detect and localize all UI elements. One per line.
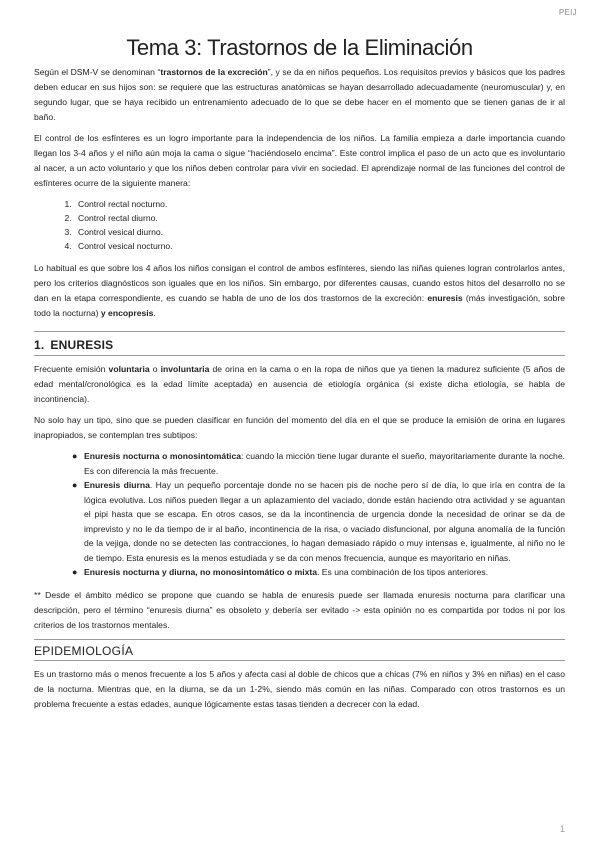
section-number: 1.	[34, 338, 45, 352]
intro-term: y encopresis	[100, 308, 154, 318]
bullet-icon: ●	[72, 480, 78, 490]
subtype-text: . Es una combinación de los tipos anteriores.	[317, 567, 489, 577]
intro-text: (más investigación, sobre todo la nocturna)	[34, 293, 566, 318]
section-heading-epidemiologia: EPIDEMIOLOGÍA	[34, 639, 565, 661]
bullet-icon: ●	[72, 567, 78, 577]
subtype-name: Enuresis diurna	[84, 480, 150, 490]
intro-paragraph-2: El control de los esfínteres es un logro importante para la independencia de los niños. La familia empieza a darle importancia cuando llegan los 3-4 años y el niño aún moja la cama o sigue “haciéndoselo encima”. Este control implica el paso de un acto que es involuntario al nacer, a un acto voluntario y que los niños deben controlar para vivir en sociedad. El aprendizaje normal de las funciones del control de esfínteres ocurre de la siguiente manera:	[34, 133, 565, 188]
enuresis-paragraph-1	[34, 362, 565, 407]
subtypes-list	[34, 449, 565, 580]
section-title: ENURESIS	[50, 338, 114, 352]
intro-term: enuresis	[427, 293, 463, 303]
epidemiologia-paragraph: Es un trastorno más o menos frecuente a los 5 años y afecta casi al doble de chicos que a chicas (7% en niños y 3% en niñas) en el caso de la nocturna. Mientras que, en la diurna, se da un 1-2%, siendo más común en las niñas. Comparado con otros trastornos es un problema frecuente a estas edades, aunque lógicamente estas tasas tienden a decrecer con la edad.	[34, 668, 565, 709]
header-tag: PEIJ	[558, 8, 577, 17]
body-term: voluntaria	[108, 364, 150, 374]
body-term: involuntaria	[160, 364, 210, 374]
intro-text: Lo habitual es que sobre los 4 años los niños consigan el control de ambos esfínteres, siendo las niñas quienes logran controlarlos antes, pero los criterios diagnósticos son iguales que en los niños. Sin embargo, por diferentes causas, cuando estos hitos del desarrollo no se dan en la etapa correspondiente, es cuando se habla de uno de los dos trastornos de la excreción:	[34, 263, 565, 303]
enuresis-paragraph-2: No solo hay un tipo, sino que se pueden clasificar en función del momento del día en el que se produce la emisión de orina en lugares inapropiados, se contemplan tres subtipos:	[34, 415, 565, 440]
body-text: de orina en la cama o en la ropa de niños que ya tienen la madurez suficiente (5 años de edad mental/cronológica es la edad límite aceptada) en ausencia de etiología orgánica (si existe dicha etiología, se habla de incontinencia).	[34, 364, 565, 404]
list-item	[72, 449, 565, 478]
bullet-icon: ●	[72, 451, 78, 461]
body-text: o	[149, 364, 161, 374]
subtype-name: Enuresis nocturna o monosintomática	[84, 451, 242, 461]
list-item: 4. Control vesical nocturno.	[74, 239, 565, 253]
subtype-text: : cuando la micción tiene lugar durante el sueño, mayoritariamente durante la noche. Es con diferencia la más frecuente.	[84, 451, 565, 476]
list-item: 3. Control vesical diurno.	[74, 225, 565, 239]
intro-term: trastornos de la excreción	[160, 67, 268, 77]
page-content	[34, 34, 565, 718]
list-item	[72, 478, 565, 565]
intro-text: ”, y se da en niños pequeños. Los requisitos previos y básicos que los padres deben educar en sus hijos son: se requiere que las estructuras anatómicas se hayan desarrollado adecuadamente (neuromuscular) y, en segundo lugar, que se haya recibido un entrenamiento adecuado de lo que se debe hacer en el momento que se tienen ganas de ir al baño.	[34, 67, 565, 122]
intro-text: Según el DSM-V se denominan “	[34, 67, 161, 77]
intro-text: .	[153, 308, 156, 318]
section-heading-enuresis	[34, 331, 565, 356]
intro-paragraph-3	[34, 261, 565, 321]
note-paragraph: ** Desde el ámbito médico se propone que cuando se habla de enuresis puede ser llamada enuresis nocturna para clarificar una descripción, pero el término “enuresis diurna” es obsoleto y debería ser evitado -> esta opinión no es compartida por todos ni por los criterios de los trastornos mentales.	[34, 589, 565, 630]
page-number: 1	[559, 824, 565, 834]
subtype-text: . Hay un pequeño porcentaje donde no se hacen pis de noche pero sí de día, lo que iría en contra de la lógica evolutiva. Los niños pueden llegar a un aplazamiento del vaciado, donde están haciendo otra actividad y se aguantan el pipi hasta que se escapa. En otros casos, se da la incontinencia de urgencia donde la necesidad de orinar se da de imprevisto y no le da tiempo de ir al baño, incontinencia de la risa, o vaciado disfuncional, por alguna anomalía de la función de la vejiga, donde no se detecten las contracciones, lo hagan demasiado rápido o muy intensas e, igualmente, al niño no le de tiempo. Esta enuresis es la menos estudiada y se da con menos frecuencia, aunque es mayoritario en niñas.	[84, 480, 565, 563]
list-item: 2. Control rectal diurno.	[74, 211, 565, 225]
page-title: Tema 3: Trastornos de la Eliminación	[126, 35, 473, 60]
subtype-name: Enuresis nocturna y diurna, no monosintomático o mixta	[84, 567, 318, 577]
list-item	[72, 565, 565, 580]
intro-paragraph-1	[34, 65, 565, 125]
control-steps-list	[34, 197, 565, 253]
list-item: 1. Control rectal nocturno.	[74, 197, 565, 211]
body-text: Frecuente emisión	[34, 364, 109, 374]
